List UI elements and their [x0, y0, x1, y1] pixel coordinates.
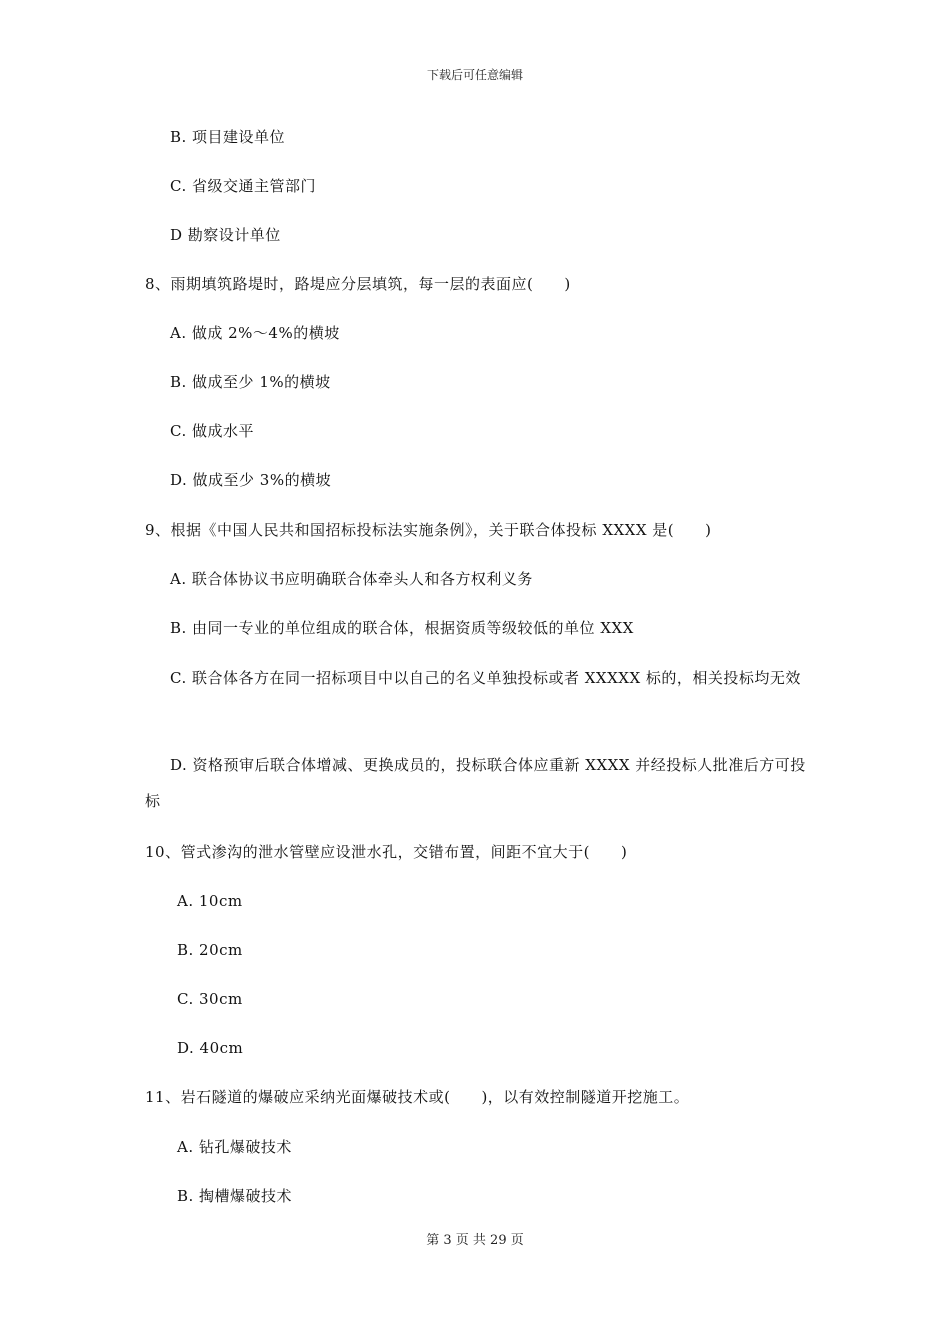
option-10b: B. 20cm [177, 941, 243, 959]
option-10c: C. 30cm [177, 990, 243, 1008]
option-8d: D. 做成至少 3%的横坡 [170, 471, 332, 489]
option-9a: A. 联合体协议书应明确联合体牵头人和各方权利义务 [170, 570, 533, 588]
option-11a: A. 钻孔爆破技术 [177, 1138, 292, 1156]
page-header: 下载后可任意编辑 [426, 68, 523, 82]
question-11: 11、岩石隧道的爆破应采纳光面爆破技术或( )，以有效控制隧道开挖施工。 [145, 1088, 690, 1106]
option-11b: B. 掏槽爆破技术 [177, 1187, 293, 1205]
option-9c: C. 联合体各方在同一招标项目中以自己的名义单独投标或者 XXXXX 标的，相关投标均无效 [170, 669, 801, 687]
question-10: 10、管式渗沟的泄水管壁应设泄水孔，交错布置，间距不宜大于( ) [145, 843, 628, 861]
option-9d: D. 资格预审后联合体增减、更换成员的，投标联合体应重新 XXXX 并经投标人批准后方可投标 [145, 756, 806, 810]
question-9: 9、根据《中国人民共和国招标投标法实施条例》，关于联合体投标 XXXX 是( ) [145, 521, 712, 539]
option-8c: C. 做成水平 [170, 422, 254, 440]
option-10d: D. 40cm [177, 1039, 244, 1057]
option-9b: B. 由同一专业的单位组成的联合体，根据资质等级较低的单位 XXX [170, 619, 634, 637]
option-8a: A. 做成 2%～4%的横坡 [170, 324, 340, 342]
option-7c: C. 省级交通主管部门 [170, 177, 316, 195]
question-8: 8、雨期填筑路堤时，路堤应分层填筑，每一层的表面应( ) [145, 275, 571, 293]
option-8b: B. 做成至少 1%的横坡 [170, 373, 331, 391]
option-7d: D 勘察设计单位 [170, 226, 281, 244]
page-footer: 第 3 页 共 29 页 [426, 1233, 524, 1248]
option-10a: A. 10cm [177, 892, 243, 910]
option-7b: B. 项目建设单位 [170, 128, 286, 146]
